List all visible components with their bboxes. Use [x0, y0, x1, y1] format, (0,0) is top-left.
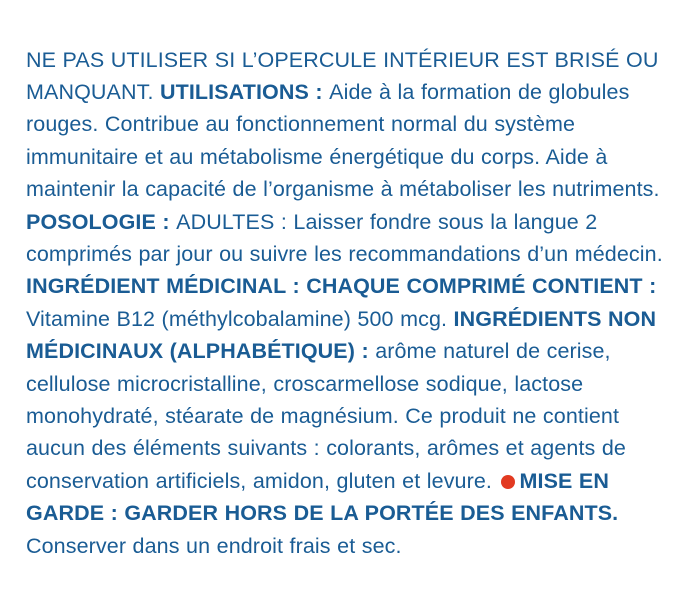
warning-seal-text: NE PAS UTILISER SI L’OPERCULE INTÉRIEUR EST BRISÉ OU MANQUANT. — [26, 47, 659, 104]
caution-heading: MISE EN GARDE : GARDER HORS DE LA PORTÉE DES ENFANTS. — [26, 468, 619, 526]
dosage-body: ADULTES : Laisser fondre sous la langue 2 comprimés par jour ou suivre les recommandations d’un médecin. — [26, 209, 663, 266]
dosage-heading: POSOLOGIE : — [26, 209, 177, 234]
non-medicinal-ingredients-heading: INGRÉDIENTS NON MÉDICINAUX (ALPHABÉTIQUE) : — [26, 306, 657, 364]
uses-heading: UTILISATIONS : — [160, 79, 330, 104]
storage-body: Conserver dans un endroit frais et sec. — [26, 533, 402, 558]
non-medicinal-ingredients-body: arôme naturel de cerise, cellulose microcristalline, croscarmellose sodique, lactose monohydraté, stéarate de magnésium. Ce produit ne contient aucun des éléments suivants : colorants, arômes et agents de conservation artificiels, amidon, gluten et levure. — [26, 339, 626, 493]
label-paragraph — [26, 44, 674, 563]
medicinal-ingredient-heading: INGRÉDIENT MÉDICINAL : CHAQUE COMPRIMÉ CONTIENT : — [26, 274, 657, 299]
uses-body: Aide à la formation de globules rouges. Contribue au fonctionnement normal du système immunitaire et au métabolisme énergétique du corps. Aide à maintenir la capacité de l’organisme à métaboliser les nutriments. — [26, 79, 660, 202]
medicinal-ingredient-body: Vitamine B12 (méthylcobalamine) 500 mcg. — [26, 306, 454, 331]
red-dot-icon — [501, 475, 515, 489]
